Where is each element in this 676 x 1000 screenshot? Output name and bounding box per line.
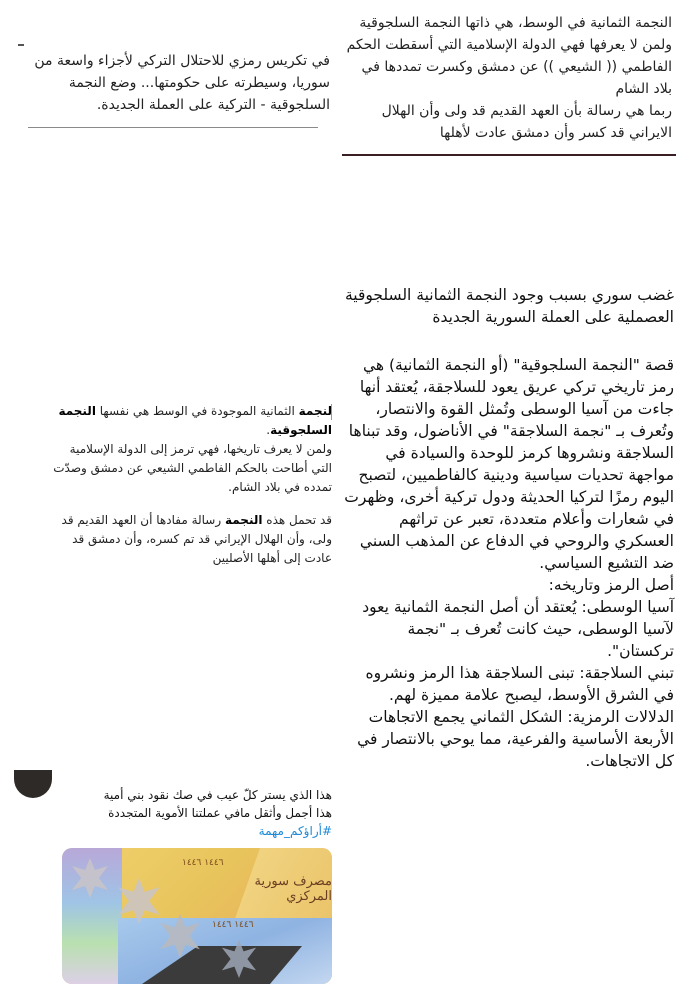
bank-label: مصرف سورية المركزي <box>254 874 332 904</box>
hashtag-link[interactable]: #أراؤكم_مهمة <box>258 824 332 838</box>
bold-word: لنجمة <box>298 404 332 418</box>
bold-word: النجمة <box>224 513 263 527</box>
text-span: قد تحمل هذه <box>262 513 332 527</box>
serial-number: ١٤٤٦ ١٤٤٦ <box>182 858 224 868</box>
divider-line <box>28 127 318 128</box>
paragraph-2: ولمن لا يعرف تاريخها، فهي ترمز إلى الدولة الإسلامية التي أطاحت بالحكم الفاطمي الشيعي عن دمشق وصدّت تمدده في بلاد الشام. <box>53 442 332 494</box>
article-panel <box>344 284 674 772</box>
origin-asia: آسيا الوسطى: يُعتقد أن أصل النجمة الثمانية يعود لآسيا الوسطى، حيث كانت تُعرف بـ "نجمة تركستان". <box>362 598 674 660</box>
post-text: في تكريس رمزي للاحتلال التركي لأجزاء واسعة من سوريا، وسيطرته على حكومتها... وضع النجمة السلجوقية - التركية على العملة الجديدة. <box>34 53 330 113</box>
top-right-post <box>342 12 672 144</box>
banknote-image[interactable] <box>62 848 332 984</box>
article-intro: قصة "النجمة السلجوقية" (أو النجمة الثمانية) هي رمز تاريخي تركي عريق يعود للسلاجقة، يُعتقد أنها جاءت من آسيا الوسطى وتُمثل القوة والانتصار، وتُعرف بـ "نجمة السلاجقة" في الأناضول، وقد تبناها السلاجقة ونشروها كرمز للوحدة والسيادة في مواجهة تحديات سياسية ودينية كالفاطميين، لتصبح اليوم رمزًا لتركيا الحديثة ودول تركية أخرى، وظهرت في شعارات وأعلام متعددة، تعبر عن تراثهم العسكري والروحي في الدفاع عن المذهب السني ضد التشيع السياسي. <box>344 356 674 572</box>
middle-left-post <box>50 402 332 568</box>
serial-number: ١٤٤٦ ١٤٤٦ <box>212 920 254 930</box>
origin-heading: أصل الرمز وتاريخه: <box>548 576 674 594</box>
bold-word: النجمة السلجوقية <box>58 404 332 437</box>
paragraph-1 <box>50 402 332 440</box>
tweet-line-2: هذا أجمل وأثقل مافي عملتنا الأموية المتجددة <box>108 806 332 820</box>
post-line-2: ولمن لا يعرفها فهي الدولة الإسلامية التي أسقطت الحكم الفاطمي (( الشيعي )) عن دمشق وكسرت تمددها في بلاد الشام <box>346 37 672 97</box>
avatar[interactable] <box>14 770 52 798</box>
small-mark <box>18 44 24 46</box>
tweet-text <box>70 786 332 840</box>
paragraph-3 <box>50 511 332 568</box>
tweet-line-1: هذا الذي يستر كلّ عيب في صك نقود بني أمية <box>103 788 332 802</box>
divider-line <box>342 154 676 156</box>
symbolic-meaning: الدلالات الرمزية: الشكل الثماني يجمع الاتجاهات الأربعة الأساسية والفرعية، مما يوحي بالانتصار في كل الاتجاهات. <box>357 708 674 770</box>
article-title: غضب سوري بسبب وجود النجمة الثمانية السلجوقية العصملية على العملة السورية الجديدة <box>344 286 674 326</box>
top-left-post <box>14 50 330 116</box>
post-line-3: ربما هي رسالة بأن العهد القديم قد ولى وأن الهلال الايراني قد كسر وأن دمشق عادت لأهلها <box>381 103 672 141</box>
text-span: الثمانية الموجودة في الوسط هي نفسها <box>95 404 299 418</box>
origin-seljuk: تبني السلاجقة: تبنى السلاجقة هذا الرمز ونشروه في الشرق الأوسط، ليصبح علامة مميزة لهم. <box>365 664 674 704</box>
post-line-1: النجمة الثمانية في الوسط، هي ذاتها النجمة السلجوقية <box>359 15 672 31</box>
text-span: رسالة مفادها أن العهد القديم قد ولى، وأن الهلال الإيراني قد تم كسره، وأن دمشق قد عادت إلى أهلها الأصليين <box>61 513 332 565</box>
text-span: . <box>266 423 271 437</box>
